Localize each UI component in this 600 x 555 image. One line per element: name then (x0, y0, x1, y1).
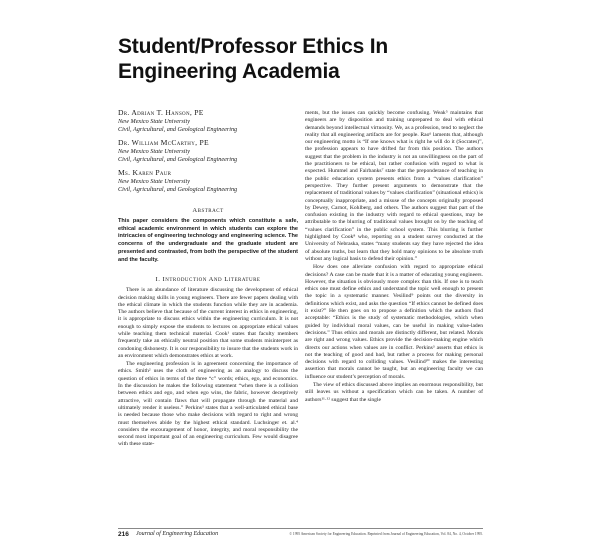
body-paragraph: ments, but the issues can quickly become confusing. Weak⁵ maintains that engineers are by disposition and training unprepared to deal with ethical demands beyond intellectual virtuosity. We, as a profession, tend to neglect the reality that all engineering artifacts are for people. Rao⁶ laments that, although our engineering motto is “If one knows what is right he will do it (Socrates)”, the profession appears to have drifted far from this position. The authors suggest that the problem in the industry is not an unwillingness on the part of the practitioners to be ethical, but rather confusion with regard to what is expected. Hummel and Fairbanks⁷ state that the preponderance of teaching in the public education system presents ethics from a “values clarification” perspective. They further present arguments to demonstrate that the replacement of traditional values by “values clarification” (situational ethics) is conceptually inappropriate, and a misuse of the concepts originally proposed by Dewey, Carnot, Kohlberg, and others. The authors suggest that part of the confusion existing in the industry with regard to ethical questions, may be attributable to the blurring of traditional values brought on by the teaching of “values clarification” in the public school system. This blurring is further highlighted by Cook⁸ who, reporting on a student survey conducted at the University of Nebraska, states “many students say they have rejected the idea of absolute truths, but learn that they hold many opinions to be absolute truth without any logical basis to defend their opinion.” (305, 110, 483, 262)
section-heading: I. Introduction And Literature (155, 276, 261, 284)
author-block (118, 168, 298, 194)
paper-title: Student/Professor Ethics In Engineering Academia (118, 35, 388, 83)
author-department: Civil, Agricultural, and Geological Engineering (118, 126, 238, 133)
author-department: Civil, Agricultural, and Geological Engineering (118, 186, 238, 193)
body-paragraph: How does one alleviate confusion with regard to appropriate ethical decisions? A case can be made that it is a matter of educating young engineers. However, the situation is obviously more complex than this. If one is to teach ethics one must define ethics and understand the topic well enough to present the topic in a systematic manner. Vesilind⁹ points out the diversity in definitions which exist, and asks the question “If ethics cannot be defined does it exist?” He then goes on to propose a definition which the authors find acceptable: “Ethics is the study of systematic methodologies, which when guided by individual moral values, can be useful in making value-laden decisions.” Thus ethics and morals are distinctly different, but related. Morals are right and wrong values. Ethics provide the decision-making engine which directs our actions when values are in conflict. Perkins³ asserts that ethics is not the teaching of good and bad, but rather a process for making personal decisions with regard to colliding values. Vesilind¹⁰ makes the interesting assertion that morals cannot be taught, but an engineering faculty we can influence our student’s perception of morals. (305, 264, 483, 380)
body-paragraph: The view of ethics discussed above implies an enormous responsibility, but still leaves us without a specification which can be taken. A number of authors¹¹·¹² suggest that the single (305, 381, 483, 403)
author-department: Civil, Agricultural, and Geological Engineering (118, 156, 238, 163)
journal-name: Journal of Engineering Education (136, 531, 219, 537)
copyright-notice: © 1995 American Society for Engineering Education. Reprinted from Journal of Engineering Education, Vol. 84, No. 4, October 1995. (289, 532, 483, 536)
author-name: Dr. William McCarthy, PE (118, 138, 209, 147)
author-name: Dr. Adrian T. Hanson, PE (118, 108, 204, 117)
left-column (118, 108, 298, 449)
author-name: Ms. Karen Paur (118, 168, 172, 177)
abstract-heading: Abstract (192, 207, 224, 214)
page-footer (118, 528, 483, 539)
body-paragraph: There is an abundance of literature discussing the development of ethical decision making skills in young engineers. There are fewer papers dealing with the ethical climate in which the students function while they are in academia. The authors believe that because of the current interest in ethics in engineering, it is appropriate to discuss ethics within the engineering curriculum. It is not enough to simply expose the students to lectures on appropriate ethical values while teaching them technical material. Cook¹ states that faculty members frequently take an ethically neutral position that some students misinterpret as condoning dishonesty. It is our responsibility to insure that the students work in an environment which demonstrates ethics at work. (118, 287, 298, 359)
abstract-text: This paper considers the components which constitute a safe, ethical academic environment in which students can explore the intricacies of engineering technology and engineering science. The concerns of the undergraduate and the graduate student are presented and contrasted, from both the perspective of the student and the faculty. (118, 218, 298, 263)
right-column (305, 108, 483, 404)
author-block (118, 138, 298, 164)
author-block (118, 108, 298, 134)
body-paragraph: The engineering profession is in agreement concerning the importance of ethics. Smith² uses the cloth of engineering as an analogy to discuss the question of ethics in terms of the three “c” words; ethics, ego, and economics. In the discussion he makes the following statement “when there is a collision between ethics and ego, and when ego wins, the fabric, however deceptively attractive, will contain flaws that will propagate through the material and ultimately render it useless.” Perkins³ states that a well-articulated ethical base is needed because those who make decisions with regard to right and wrong must themselves abide by the highest ethical standard. Luchsinger et. al.⁴ considers the encouragement of honor, integrity, and moral responsibility the second most important goal of an engineering curriculum. Few would disagree with these state- (118, 361, 298, 448)
author-affiliation: New Mexico State University (118, 178, 190, 185)
author-affiliation: New Mexico State University (118, 118, 190, 125)
author-affiliation: New Mexico State University (118, 148, 190, 155)
page-number: 216 (118, 531, 129, 538)
